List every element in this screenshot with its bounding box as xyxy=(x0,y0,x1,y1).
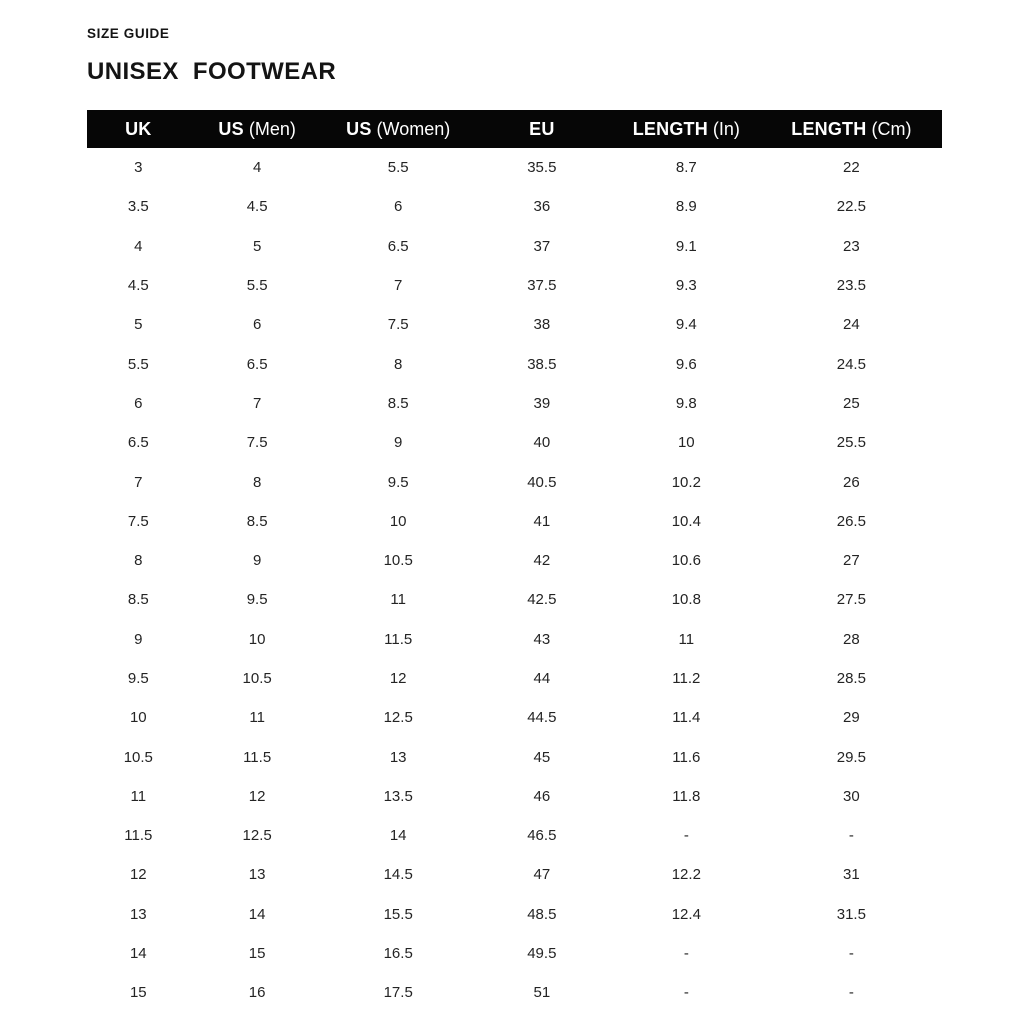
table-cell: - xyxy=(848,827,854,845)
table-cell: 13 xyxy=(129,905,147,923)
table-row xyxy=(87,384,942,423)
column-header-label: LENGTH xyxy=(632,118,708,139)
column-header-label: US xyxy=(218,118,244,139)
table-row xyxy=(87,502,942,541)
table-cell: 8 xyxy=(134,552,143,570)
column-header-uk xyxy=(87,110,190,148)
table-cell: 10.5 xyxy=(383,552,413,570)
table-cell: 28 xyxy=(843,630,860,648)
table-cell: 16 xyxy=(248,984,266,1002)
table-cell: 10.6 xyxy=(671,552,701,570)
table-cell: 14 xyxy=(248,905,266,923)
table-cell: 8.5 xyxy=(387,394,409,412)
table-cell: 35.5 xyxy=(527,159,557,177)
table-cell: 15 xyxy=(248,945,266,963)
table-body xyxy=(87,148,942,1013)
table-cell: 44 xyxy=(533,670,551,687)
table-cell: 29.5 xyxy=(836,748,866,766)
column-header-length-in: LENGTH (In) xyxy=(612,110,761,148)
table-row xyxy=(87,620,942,659)
table-cell: 6 xyxy=(252,316,262,334)
table-cell: - xyxy=(683,827,689,845)
table-row xyxy=(87,855,942,894)
table-cell: 25 xyxy=(843,394,860,412)
page-title: UNISEX FOOTWEAR xyxy=(87,58,337,85)
table-cell: 8 xyxy=(394,355,403,373)
table-row xyxy=(87,895,942,934)
table-cell: 4 xyxy=(252,159,262,177)
table-row xyxy=(87,148,942,187)
table-cell: 12.5 xyxy=(383,709,413,727)
table-cell: 11.5 xyxy=(124,827,153,845)
table-cell: 31.5 xyxy=(836,905,866,923)
table-cell: 11.8 xyxy=(672,787,701,805)
table-cell: 9 xyxy=(252,552,262,570)
table-cell: 23.5 xyxy=(836,277,866,295)
table-cell: 8.5 xyxy=(246,512,268,530)
table-cell: 10.8 xyxy=(671,591,701,609)
table-row xyxy=(87,187,942,226)
table-cell: 12 xyxy=(389,670,407,687)
table-cell: 22 xyxy=(843,159,860,177)
table-cell: 17.5 xyxy=(383,984,413,1002)
column-header-label: US xyxy=(346,118,372,139)
table-cell: 3 xyxy=(134,159,143,177)
table-row xyxy=(87,541,942,580)
table-cell: 12.5 xyxy=(242,827,272,845)
table-cell: 38.5 xyxy=(527,355,557,373)
column-header-length-cm: LENGTH (Cm) xyxy=(761,110,942,148)
table-cell: 13 xyxy=(248,866,266,884)
table-cell: 31 xyxy=(843,866,860,884)
table-cell: 51 xyxy=(533,984,551,1002)
table-cell: 25.5 xyxy=(836,434,866,452)
table-cell: 14.5 xyxy=(383,866,413,884)
table-cell: 11.4 xyxy=(672,709,701,727)
table-cell: 13.5 xyxy=(383,787,413,805)
table-cell: 6 xyxy=(134,394,143,412)
table-row xyxy=(87,462,942,501)
table-cell: 24 xyxy=(843,316,860,334)
column-header-label: LENGTH xyxy=(791,118,867,139)
table-cell: 11.5 xyxy=(243,748,272,766)
table-cell: 28.5 xyxy=(836,670,866,687)
table-cell: 36 xyxy=(533,198,551,216)
size-conversion-table xyxy=(87,110,942,1013)
table-cell: 43 xyxy=(533,630,551,648)
table-cell: 10 xyxy=(129,709,147,727)
table-cell: 14 xyxy=(129,945,147,963)
column-header-us-men: US (Men) xyxy=(190,110,325,148)
table-cell: 5.5 xyxy=(387,159,409,177)
table-cell: 9.5 xyxy=(127,670,149,687)
table-cell: 6.5 xyxy=(127,434,149,452)
table-cell: 9.6 xyxy=(675,355,697,373)
size-guide-label: SIZE GUIDE xyxy=(87,26,170,41)
table-cell: 8.9 xyxy=(675,198,697,216)
table-cell: 8.7 xyxy=(675,159,697,177)
table-cell: 4.5 xyxy=(127,277,149,295)
table-row xyxy=(87,423,942,462)
table-cell: 48.5 xyxy=(527,905,557,923)
table-cell: 11 xyxy=(678,630,695,648)
table-cell: 10 xyxy=(248,630,266,648)
table-cell: 12 xyxy=(129,866,147,884)
table-cell: 15 xyxy=(129,984,147,1002)
table-cell: 40.5 xyxy=(527,473,557,491)
table-cell: 47 xyxy=(533,866,551,884)
table-cell: 24.5 xyxy=(836,355,866,373)
table-cell: 37.5 xyxy=(527,277,557,295)
table-cell: 13 xyxy=(389,748,407,766)
table-cell: 39 xyxy=(533,394,551,412)
table-cell: 44.5 xyxy=(527,709,557,727)
table-cell: 10 xyxy=(389,512,407,530)
table-cell: 22.5 xyxy=(836,198,866,216)
table-row xyxy=(87,973,942,1012)
table-cell: 14 xyxy=(389,827,407,845)
column-header-eu xyxy=(472,110,612,148)
table-cell: 37 xyxy=(533,237,551,255)
table-cell: 16.5 xyxy=(383,945,413,963)
table-header-row xyxy=(87,110,942,148)
table-cell: 5.5 xyxy=(246,277,268,295)
table-cell: 26 xyxy=(843,473,860,491)
table-cell: 11.2 xyxy=(672,670,701,687)
table-cell: 7 xyxy=(252,394,262,412)
table-cell: 29 xyxy=(843,709,860,727)
table-cell: 11.6 xyxy=(672,748,701,766)
table-cell: 6 xyxy=(394,198,403,216)
table-cell: 6.5 xyxy=(246,355,268,373)
table-cell: 5 xyxy=(134,316,143,334)
table-cell: 5.5 xyxy=(127,355,149,373)
table-cell: 45 xyxy=(533,748,551,766)
table-row xyxy=(87,934,942,973)
table-row xyxy=(87,266,942,305)
table-cell: 9.3 xyxy=(675,277,697,295)
column-header-label: UK xyxy=(125,118,152,139)
table-cell: 9 xyxy=(134,630,143,648)
table-cell: 9.1 xyxy=(675,237,697,255)
table-cell: 8.5 xyxy=(127,591,149,609)
table-cell: 10.4 xyxy=(671,512,701,530)
table-cell: 12 xyxy=(248,787,266,805)
table-row xyxy=(87,737,942,776)
table-cell: 10.5 xyxy=(123,748,153,766)
table-cell: 10 xyxy=(677,434,695,452)
table-cell: 9.8 xyxy=(675,394,697,412)
table-row xyxy=(87,344,942,383)
table-cell: 11 xyxy=(390,591,406,609)
table-cell: 10.2 xyxy=(671,473,701,491)
table-cell: 7.5 xyxy=(387,316,409,334)
table-cell: 8 xyxy=(252,473,262,491)
table-cell: 11 xyxy=(249,709,265,727)
table-row xyxy=(87,305,942,344)
table-cell: - xyxy=(848,945,854,963)
table-cell: 9.5 xyxy=(246,591,268,609)
table-cell: 15.5 xyxy=(383,905,413,923)
table-cell: 11.5 xyxy=(384,630,413,648)
table-cell: 7 xyxy=(394,277,403,295)
table-row xyxy=(87,227,942,266)
table-cell: 10.5 xyxy=(242,670,272,687)
table-cell: 7 xyxy=(134,473,143,491)
table-cell: 12.4 xyxy=(671,905,701,923)
table-cell: 11 xyxy=(130,787,147,805)
table-cell: 7.5 xyxy=(127,512,149,530)
table-cell: 9.4 xyxy=(675,316,697,334)
table-cell: 41 xyxy=(533,512,551,530)
table-cell: 5 xyxy=(252,237,262,255)
table-cell: 23 xyxy=(843,237,860,255)
table-row xyxy=(87,580,942,619)
table-cell: 6.5 xyxy=(387,237,409,255)
table-row xyxy=(87,698,942,737)
table-cell: 46.5 xyxy=(527,827,557,845)
table-cell: 7.5 xyxy=(246,434,268,452)
table-row xyxy=(87,816,942,855)
table-cell: 46 xyxy=(533,787,551,805)
table-cell: - xyxy=(683,945,689,963)
column-header-label: EU xyxy=(529,118,555,139)
table-cell: 26.5 xyxy=(836,512,866,530)
table-cell: 9.5 xyxy=(387,473,409,491)
table-cell: - xyxy=(848,984,854,1002)
table-cell: 3.5 xyxy=(127,198,149,216)
table-cell: 9 xyxy=(394,434,403,452)
table-row xyxy=(87,777,942,816)
table-cell: 4 xyxy=(134,237,143,255)
table-cell: 4.5 xyxy=(246,198,268,216)
table-cell: - xyxy=(683,984,689,1002)
table-cell: 40 xyxy=(533,434,551,452)
table-cell: 12.2 xyxy=(671,866,701,884)
table-cell: 27.5 xyxy=(836,591,866,609)
table-cell: 42.5 xyxy=(527,591,557,609)
table-cell: 30 xyxy=(843,787,860,805)
table-cell: 49.5 xyxy=(527,945,557,963)
table-cell: 27 xyxy=(843,552,860,570)
table-cell: 42 xyxy=(533,552,551,570)
table-row xyxy=(87,659,942,698)
column-header-us-women: US (Women) xyxy=(325,110,472,148)
table-cell: 38 xyxy=(533,316,551,334)
